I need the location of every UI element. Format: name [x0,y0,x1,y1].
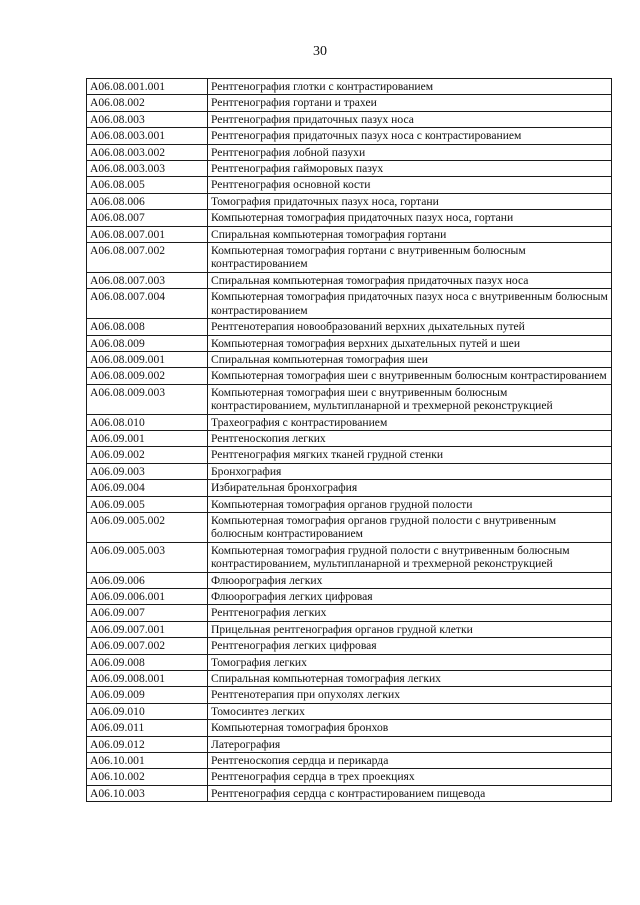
service-code-cell: A06.08.003.003 [87,161,208,177]
service-code-cell: A06.09.012 [87,736,208,752]
service-code-cell: A06.09.008 [87,654,208,670]
service-name-cell: Рентгенография придаточных пазух носа с контрастированием [208,128,612,144]
table-row [87,785,612,801]
service-name-cell: Рентгенография гортани и трахеи [208,95,612,111]
service-code-cell: A06.09.005 [87,496,208,512]
service-code-cell: A06.09.001 [87,430,208,446]
service-name-cell: Спиральная компьютерная томография шеи [208,351,612,367]
service-name-cell: Латерография [208,736,612,752]
table-row [87,753,612,769]
table-row [87,193,612,209]
service-name-cell: Спиральная компьютерная томография гортани [208,226,612,242]
service-code-cell: A06.10.002 [87,769,208,785]
table-row [87,210,612,226]
service-name-cell: Компьютерная томография верхних дыхательных путей и шеи [208,335,612,351]
table-row [87,572,612,588]
service-code-cell: A06.08.010 [87,414,208,430]
table-body [87,79,612,802]
service-code-cell: A06.08.003.001 [87,128,208,144]
service-name-cell: Компьютерная томография органов грудной полости [208,496,612,512]
service-name-cell: Трахеография с контрастированием [208,414,612,430]
service-code-cell: A06.08.007.002 [87,243,208,273]
service-name-cell: Спиральная компьютерная томография легких [208,671,612,687]
service-name-cell: Рентгенография легких цифровая [208,638,612,654]
service-name-cell: Рентгенография мягких тканей грудной стенки [208,447,612,463]
service-name-cell: Компьютерная томография шеи с внутривенным болюсным контрастированием, мультипланарной и трехмерной реконструкцией [208,384,612,414]
service-name-cell: Рентгенотерапия при опухолях легких [208,687,612,703]
table-row [87,638,612,654]
service-code-cell: A06.08.007 [87,210,208,226]
services-table [86,78,612,802]
service-name-cell: Томосинтез легких [208,703,612,719]
table-row [87,289,612,319]
service-name-cell: Избирательная бронхография [208,480,612,496]
service-name-cell: Компьютерная томография придаточных пазух носа, гортани [208,210,612,226]
table-row [87,161,612,177]
table-row [87,319,612,335]
service-name-cell: Компьютерная томография грудной полости с внутривенным болюсным контрастированием, мультипланарной и трехмерной реконструкцией [208,542,612,572]
service-name-cell: Томография легких [208,654,612,670]
service-code-cell: A06.08.009 [87,335,208,351]
service-code-cell: A06.09.007 [87,605,208,621]
table-row [87,144,612,160]
service-name-cell: Рентгенография гайморовых пазух [208,161,612,177]
service-name-cell: Рентгенография основной кости [208,177,612,193]
service-name-cell: Прицельная рентгенография органов грудной клетки [208,621,612,637]
service-name-cell: Рентгенография сердца в трех проекциях [208,769,612,785]
service-code-cell: A06.09.011 [87,720,208,736]
table-row [87,687,612,703]
service-code-cell: A06.08.007.004 [87,289,208,319]
service-name-cell: Рентгенография придаточных пазух носа [208,111,612,127]
page-number: 30 [313,44,327,59]
service-name-cell: Рентгенотерапия новообразований верхних дыхательных путей [208,319,612,335]
service-name-cell: Компьютерная томография придаточных пазух носа с внутривенным болюсным контрастированием [208,289,612,319]
table-row [87,720,612,736]
service-code-cell: A06.08.009.002 [87,368,208,384]
service-code-cell: A06.09.009 [87,687,208,703]
table-row [87,621,612,637]
service-name-cell: Флюорография легких [208,572,612,588]
table-row [87,335,612,351]
table-row [87,480,612,496]
service-name-cell: Рентгенография лобной пазухи [208,144,612,160]
service-code-cell: A06.09.007.001 [87,621,208,637]
table-row [87,447,612,463]
service-name-cell: Рентгенография глотки с контрастированием [208,79,612,95]
table-row [87,671,612,687]
table-row [87,351,612,367]
table-row [87,79,612,95]
service-name-cell: Томография придаточных пазух носа, гортани [208,193,612,209]
table-row [87,463,612,479]
service-name-cell: Флюорография легких цифровая [208,589,612,605]
service-code-cell: A06.09.005.003 [87,542,208,572]
service-name-cell: Компьютерная томография органов грудной полости с внутривенным болюсным контрастированием [208,512,612,542]
table-row [87,769,612,785]
table-row [87,430,612,446]
table-row [87,589,612,605]
service-name-cell: Рентгеноскопия сердца и перикарда [208,753,612,769]
service-code-cell: A06.08.001.001 [87,79,208,95]
service-name-cell: Компьютерная томография шеи с внутривенным болюсным контрастированием [208,368,612,384]
table-row [87,605,612,621]
table-row [87,542,612,572]
service-code-cell: A06.09.003 [87,463,208,479]
table-row [87,272,612,288]
service-code-cell: A06.08.003 [87,111,208,127]
table-row [87,512,612,542]
service-name-cell: Бронхография [208,463,612,479]
service-code-cell: A06.09.002 [87,447,208,463]
table-row [87,226,612,242]
service-code-cell: A06.08.006 [87,193,208,209]
service-name-cell: Спиральная компьютерная томография придаточных пазух носа [208,272,612,288]
service-code-cell: A06.09.006 [87,572,208,588]
service-name-cell: Компьютерная томография бронхов [208,720,612,736]
table-row [87,654,612,670]
service-code-cell: A06.08.005 [87,177,208,193]
table-row [87,496,612,512]
service-code-cell: A06.08.007.003 [87,272,208,288]
table-row [87,243,612,273]
table-row [87,111,612,127]
service-code-cell: A06.10.001 [87,753,208,769]
service-name-cell: Рентгенография сердца с контрастированием пищевода [208,785,612,801]
service-code-cell: A06.08.007.001 [87,226,208,242]
table-row [87,703,612,719]
service-name-cell: Компьютерная томография гортани с внутривенным болюсным контрастированием [208,243,612,273]
service-code-cell: A06.09.004 [87,480,208,496]
service-code-cell: A06.09.005.002 [87,512,208,542]
table-row [87,384,612,414]
table-row [87,95,612,111]
service-code-cell: A06.09.007.002 [87,638,208,654]
service-code-cell: A06.08.009.001 [87,351,208,367]
service-code-cell: A06.08.003.002 [87,144,208,160]
service-code-cell: A06.10.003 [87,785,208,801]
table-row [87,368,612,384]
table-row [87,736,612,752]
table-row [87,414,612,430]
service-name-cell: Рентгеноскопия легких [208,430,612,446]
service-code-cell: A06.09.006.001 [87,589,208,605]
service-code-cell: A06.09.010 [87,703,208,719]
table-row [87,177,612,193]
service-code-cell: A06.08.008 [87,319,208,335]
service-code-cell: A06.08.009.003 [87,384,208,414]
service-code-cell: A06.09.008.001 [87,671,208,687]
service-name-cell: Рентгенография легких [208,605,612,621]
service-code-cell: A06.08.002 [87,95,208,111]
table-row [87,128,612,144]
